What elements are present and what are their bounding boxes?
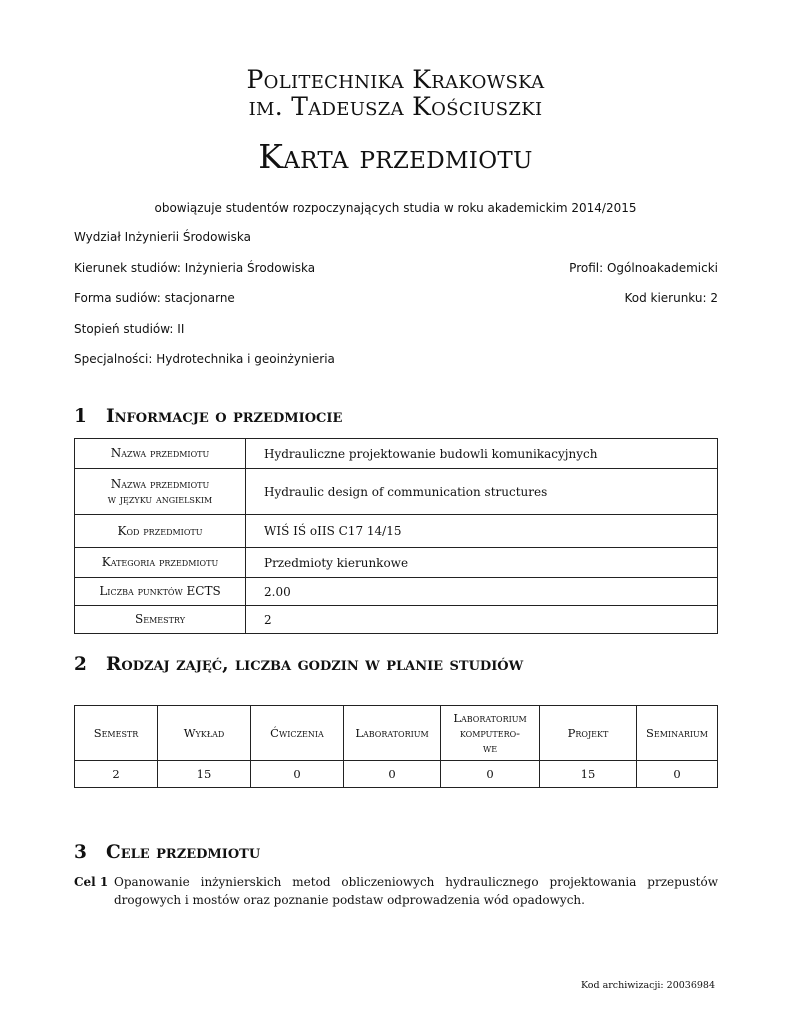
table-row bbox=[75, 578, 718, 606]
specializations-row bbox=[74, 352, 718, 368]
row-value: 2 bbox=[246, 606, 718, 634]
row-value: Hydraulic design of communication structures bbox=[246, 469, 718, 515]
faculty bbox=[74, 230, 718, 246]
table-row bbox=[75, 606, 718, 634]
table-cell: 0 bbox=[441, 761, 540, 788]
archive-code: Kod archiwizacji: 20036984 bbox=[580, 980, 715, 991]
study-form: Forma sudiów: stacjonarne bbox=[74, 291, 235, 305]
table-row bbox=[75, 439, 718, 469]
row-key bbox=[75, 469, 246, 515]
row-key: Kategoria przedmiotu bbox=[75, 548, 246, 578]
study-form-row bbox=[74, 291, 718, 307]
column-header: Projekt bbox=[540, 706, 637, 761]
table-cell: 15 bbox=[540, 761, 637, 788]
section-3-heading bbox=[74, 842, 260, 863]
field-code: Kod kierunku: 2 bbox=[624, 291, 718, 305]
column-header: Ćwiczenia bbox=[251, 706, 344, 761]
table-cell: 0 bbox=[344, 761, 441, 788]
section-3-title: Cele przedmiotu bbox=[106, 842, 261, 863]
field-of-study-row bbox=[74, 261, 718, 277]
column-header-line3: we bbox=[482, 740, 498, 755]
row-value: WIŚ IŚ oIIS C17 14/15 bbox=[246, 515, 718, 548]
goal-item bbox=[74, 873, 718, 909]
profile: Profil: Ogólnoakademicki bbox=[569, 261, 718, 275]
column-header: Seminarium bbox=[637, 706, 718, 761]
row-value: 2.00 bbox=[246, 578, 718, 606]
column-header-line2: komputero- bbox=[459, 725, 521, 740]
row-value: Hydrauliczne projektowanie budowli komunikacyjnych bbox=[246, 439, 718, 469]
table-cell: 0 bbox=[637, 761, 718, 788]
table-row bbox=[75, 515, 718, 548]
course-info-table bbox=[74, 438, 718, 634]
row-key: Liczba punktów ECTS bbox=[75, 578, 246, 606]
section-1-heading bbox=[74, 406, 342, 427]
obligation-note: obowiązuje studentów rozpoczynających studia w roku akademickim 2014/2015 bbox=[154, 201, 637, 215]
section-2-number: 2 bbox=[74, 654, 87, 675]
column-header-line1: Laboratorium bbox=[453, 710, 527, 725]
table-cell: 2 bbox=[75, 761, 158, 788]
study-level: Stopień studiów: II bbox=[74, 322, 185, 336]
table-header-row bbox=[75, 706, 718, 761]
title-block bbox=[0, 66, 791, 176]
table-row bbox=[75, 548, 718, 578]
column-header: Semestr bbox=[75, 706, 158, 761]
specializations: Specjalności: Hydrotechnika i geoinżynieria bbox=[74, 352, 335, 366]
faculty-text: Wydział Inżynierii Środowiska bbox=[74, 230, 251, 244]
document-title: Karta przedmiotu bbox=[258, 137, 533, 176]
row-key-line2: w języku angielskim bbox=[107, 491, 213, 506]
field-of-study: Kierunek studiów: Inżynieria Środowiska bbox=[74, 261, 316, 275]
column-header: Laboratorium bbox=[344, 706, 441, 761]
column-header: Wykład bbox=[158, 706, 251, 761]
row-key: Semestry bbox=[75, 606, 246, 634]
goal-text: Opanowanie inżynierskich metod obliczeniowych hydraulicznego projektowania przepustów drogowych i mostów oraz poznanie podstaw odprowadzenia wód opadowych. bbox=[114, 875, 718, 907]
class-hours-table bbox=[74, 705, 718, 788]
section-1-number: 1 bbox=[74, 406, 87, 427]
row-key: Kod przedmiotu bbox=[75, 515, 246, 548]
row-value: Przedmioty kierunkowe bbox=[246, 548, 718, 578]
section-1-title: Informacje o przedmiocie bbox=[106, 406, 343, 427]
section-2-title: Rodzaj zajęć, liczba godzin w planie studiów bbox=[106, 654, 524, 675]
goal-label: Cel 1 bbox=[74, 875, 109, 889]
university-name-line1: Politechnika Krakowska bbox=[246, 65, 545, 94]
table-row bbox=[75, 469, 718, 515]
column-header bbox=[441, 706, 540, 761]
table-row bbox=[75, 761, 718, 788]
study-level-row bbox=[74, 322, 718, 338]
table-cell: 15 bbox=[158, 761, 251, 788]
row-key: Nazwa przedmiotu bbox=[75, 439, 246, 469]
section-3-number: 3 bbox=[74, 842, 87, 863]
row-key-line1: Nazwa przedmiotu bbox=[110, 476, 210, 491]
table-cell: 0 bbox=[251, 761, 344, 788]
university-name-line2: im. Tadeusza Kościuszki bbox=[248, 92, 543, 121]
section-2-heading bbox=[74, 654, 523, 675]
